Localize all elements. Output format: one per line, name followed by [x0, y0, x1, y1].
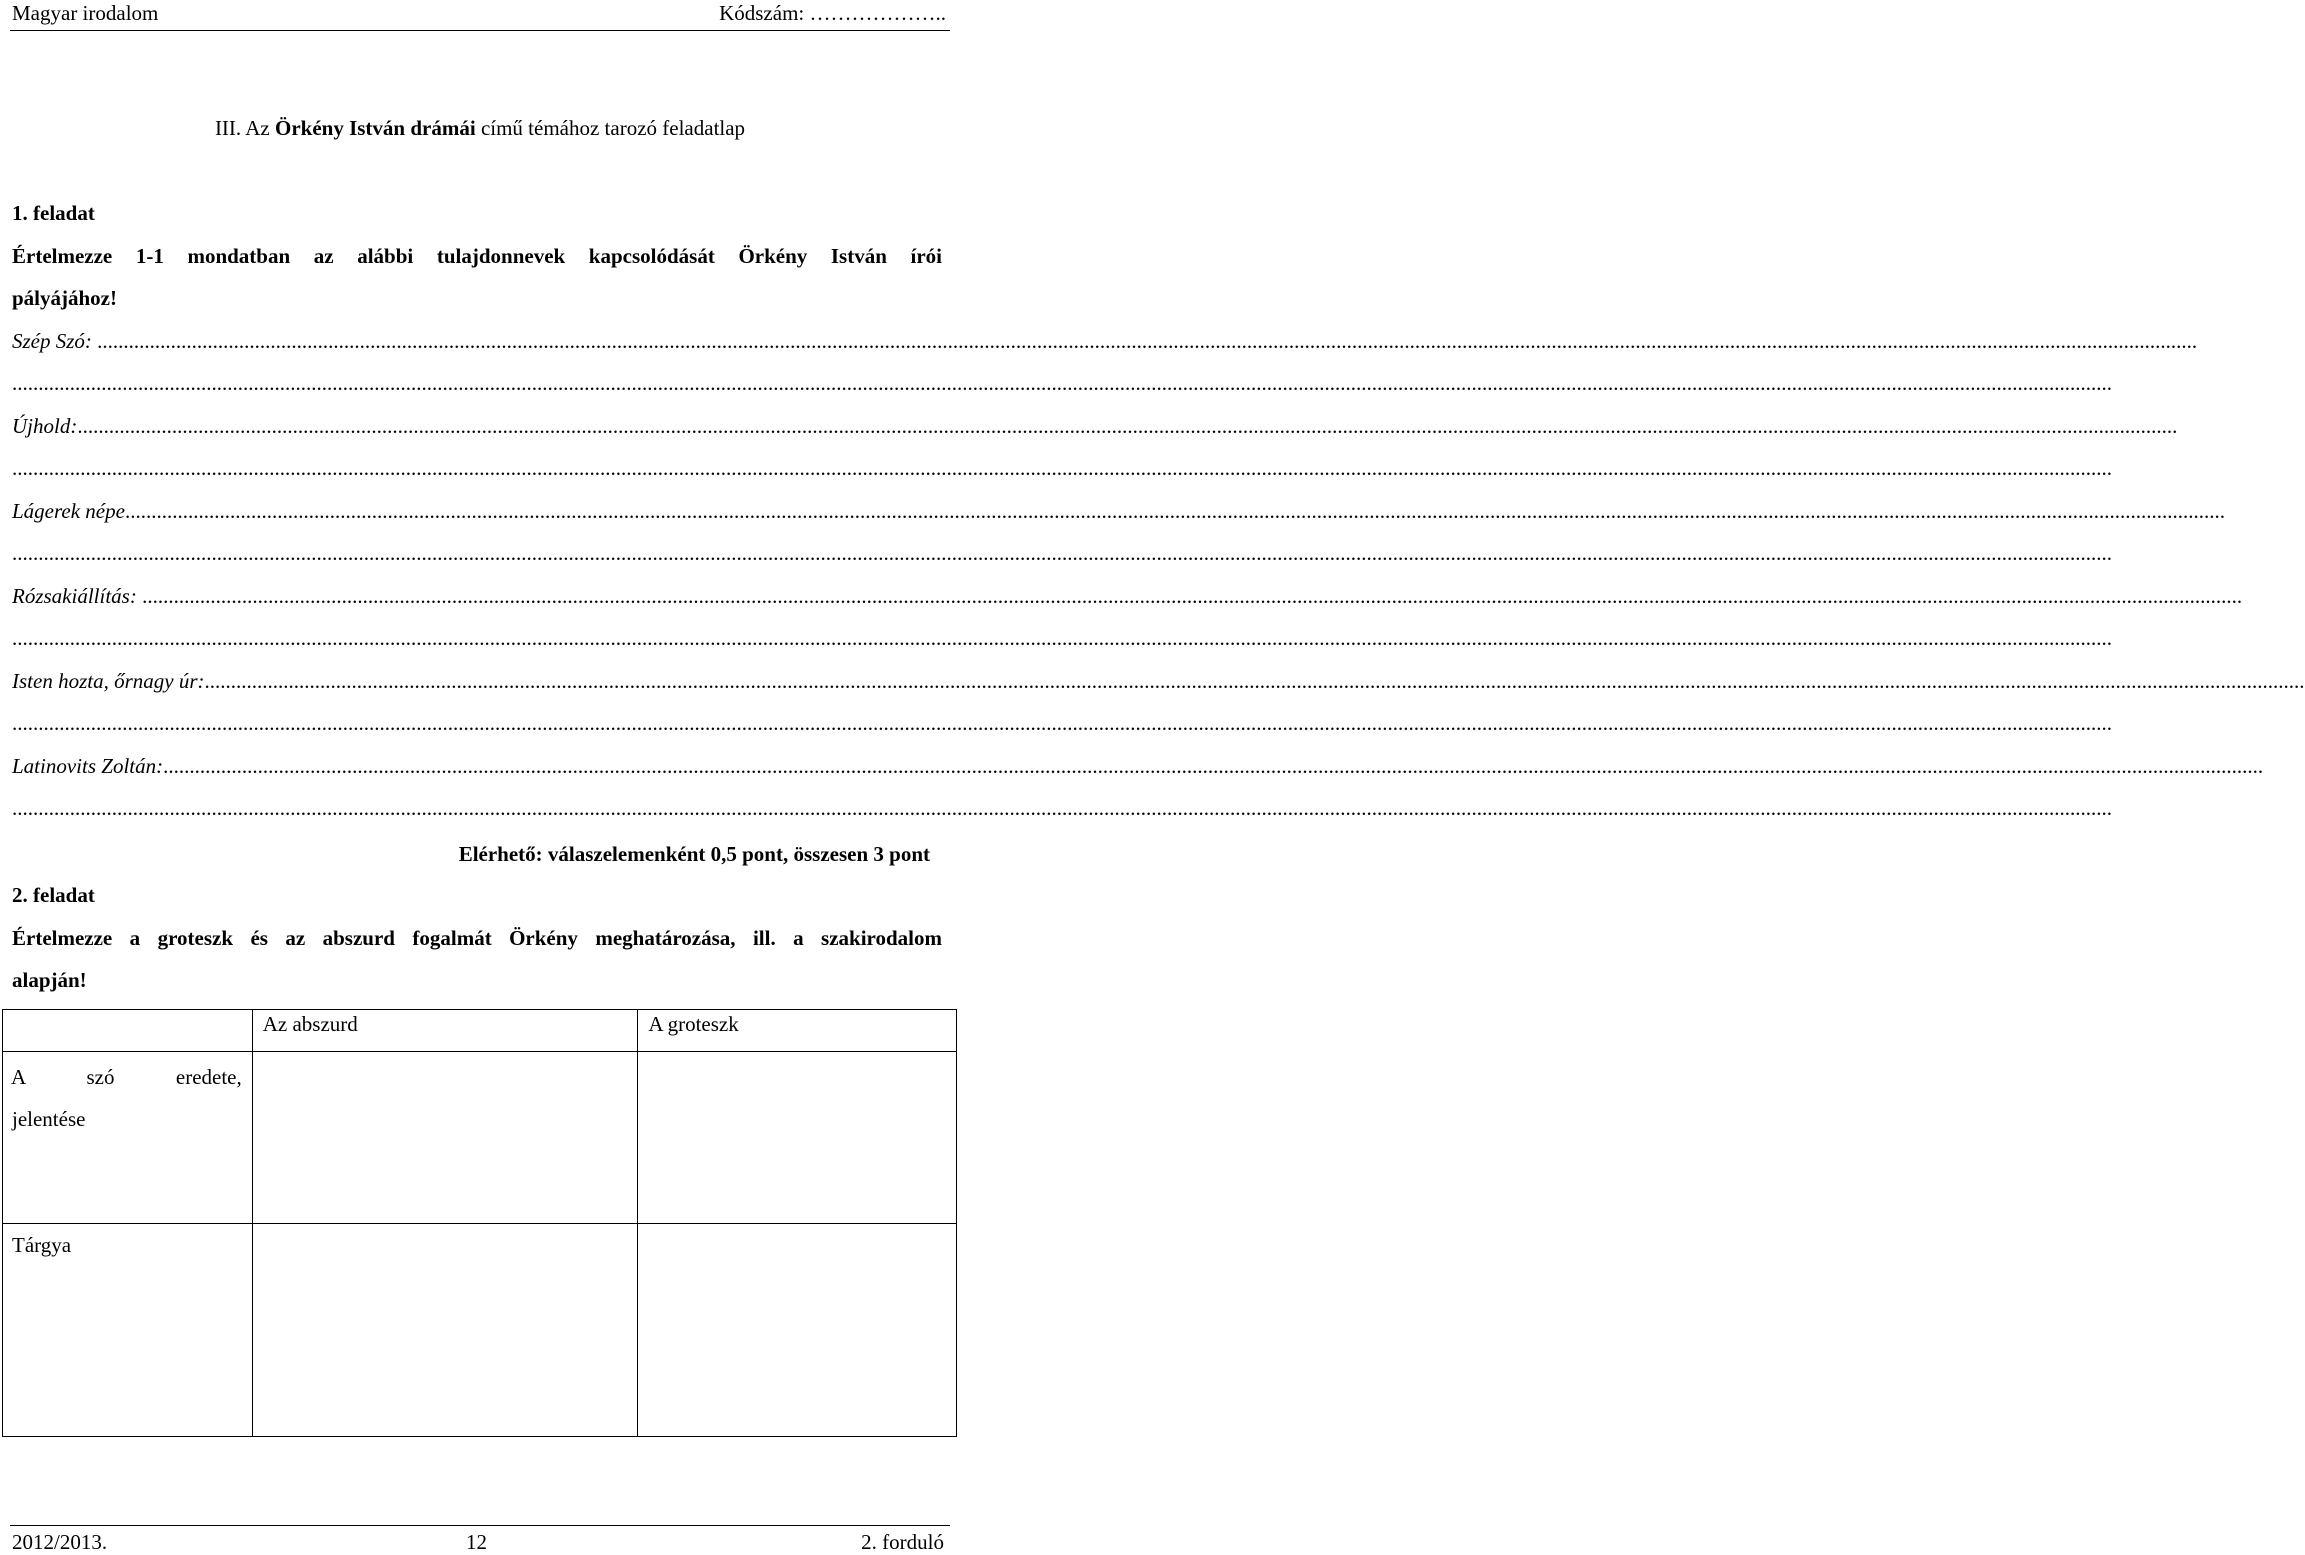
dotted-fill: ................................................................................................................................................................................................................................................................................................................................................................................................................ [163, 754, 2264, 778]
answer-cell-groteszk-subject[interactable] [638, 1224, 957, 1437]
table-corner-cell [3, 1010, 253, 1052]
answer-line[interactable] [12, 584, 2243, 608]
task2-instruction-line2: alapján! [12, 968, 87, 992]
subject-label: Magyar irodalom [12, 1, 159, 25]
table-header-groteszk: A groteszk [638, 1010, 957, 1052]
school-year: 2012/2013. [12, 1530, 108, 1554]
dotted-fill: ................................................................................................................................................................................................................................................................................................................................................................................................................ [204, 669, 2305, 693]
row-label-subject: Tárgya [3, 1224, 253, 1437]
concept-table [2, 1009, 957, 1437]
item-label: Lágerek népe [12, 499, 125, 523]
task2-instruction-line1: Értelmezze a groteszk és az abszurd fogalmát Örkény meghatározása, ill. a szakirodalom [12, 926, 942, 950]
answer-line[interactable] [12, 329, 2198, 353]
page-title: III. Az Örkény István drámái című témához tarozó feladatlap [214, 116, 746, 140]
round-label: 2. forduló [861, 1530, 944, 1554]
task1-heading: 1. feladat [12, 201, 95, 225]
dotted-fill: ................................................................................................................................................................................................................................................................................................................................................................................................................ [142, 584, 2243, 608]
item-label: Isten hozta, őrnagy úr: [12, 669, 205, 693]
code-number-field: Kódszám: ……………….. [719, 1, 946, 25]
task1-points: Elérhető: válaszelemenként 0,5 pont, összesen 3 pont [458, 842, 930, 866]
answer-line-continuation[interactable]: ................................................................................................................................................................................................................................................................................................................................................................................................................ [12, 456, 2112, 480]
item-label: Latinovits Zoltán: [12, 754, 164, 778]
item-label: Szép Szó: [12, 329, 98, 353]
answer-line[interactable] [12, 414, 2178, 438]
answer-line-continuation[interactable]: ................................................................................................................................................................................................................................................................................................................................................................................................................ [12, 711, 2112, 735]
table-row [3, 1052, 957, 1224]
answer-line-continuation[interactable]: ................................................................................................................................................................................................................................................................................................................................................................................................................ [12, 541, 2112, 565]
table-header-row [3, 1010, 957, 1052]
item-label: Rózsakiállítás: [12, 584, 143, 608]
answer-line[interactable] [12, 754, 2264, 778]
answer-line-continuation[interactable]: ................................................................................................................................................................................................................................................................................................................................................................................................................ [12, 371, 2112, 395]
page-header [10, 0, 950, 31]
answer-cell-abszurd-origin[interactable] [252, 1052, 638, 1224]
answer-line[interactable] [12, 669, 2305, 693]
page-footer [10, 1525, 950, 1554]
table-header-abszurd: Az abszurd [252, 1010, 638, 1052]
task2-heading: 2. feladat [12, 883, 95, 907]
answer-line[interactable] [12, 499, 2225, 523]
answer-line-continuation[interactable]: ................................................................................................................................................................................................................................................................................................................................................................................................................ [12, 796, 2112, 820]
dotted-fill: ................................................................................................................................................................................................................................................................................................................................................................................................................ [97, 329, 2198, 353]
page-number: 12 [466, 1530, 487, 1554]
task1-instruction-line2: pályájához! [12, 286, 117, 310]
table-row [3, 1224, 957, 1437]
answer-cell-groteszk-origin[interactable] [638, 1052, 957, 1224]
row-label-origin: A szó eredete, jelentése [3, 1052, 253, 1224]
answer-cell-abszurd-subject[interactable] [252, 1224, 638, 1437]
answer-line-continuation[interactable]: ................................................................................................................................................................................................................................................................................................................................................................................................................ [12, 626, 2112, 650]
item-label: Újhold: [12, 414, 78, 438]
dotted-fill: ................................................................................................................................................................................................................................................................................................................................................................................................................ [124, 499, 2225, 523]
task1-instruction-line1: Értelmezze 1-1 mondatban az alábbi tulajdonnevek kapcsolódását Örkény István írói [12, 244, 942, 268]
dotted-fill: ................................................................................................................................................................................................................................................................................................................................................................................................................ [77, 414, 2178, 438]
